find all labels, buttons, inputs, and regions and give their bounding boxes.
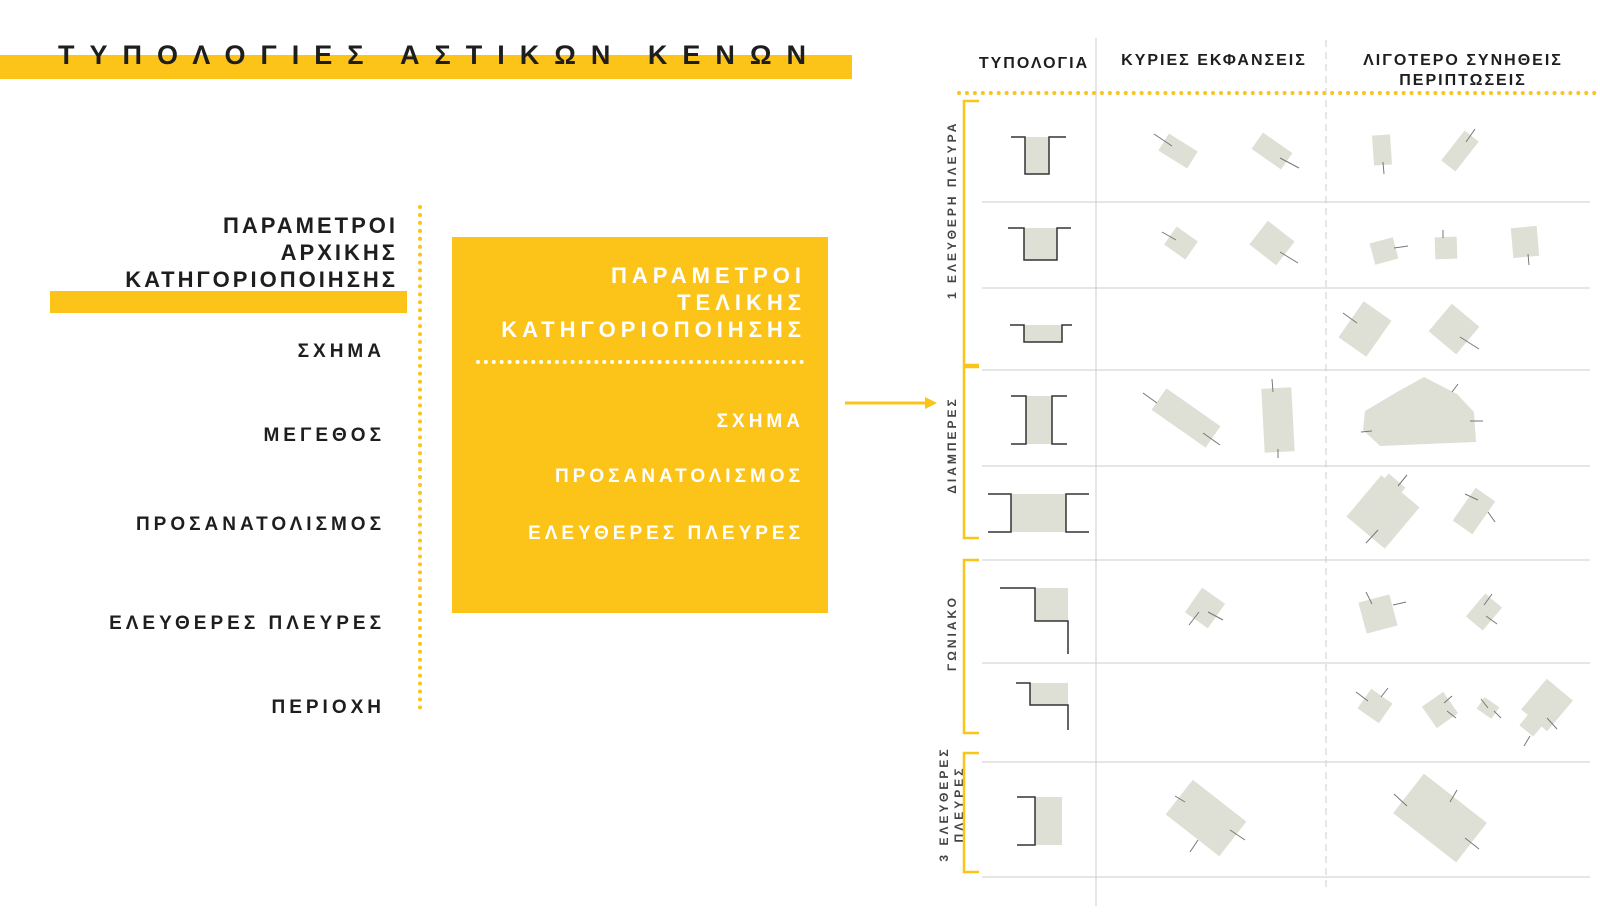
column-header-main: ΚΥΡΙΕΣ ΕΚΦΑΝΣΕΙΣ (1121, 52, 1307, 69)
typology-icon-three-sides (1017, 797, 1062, 845)
void-example (1422, 692, 1458, 728)
typology-icon-through-narrow (1011, 396, 1067, 444)
orientation-arrow (1280, 252, 1298, 263)
orientation-arrow (1381, 688, 1388, 697)
void-example (1158, 134, 1197, 169)
initial-param-free-sides: ΕΛΕΥΘΕΡΕΣ ΠΛΕΥΡΕΣ (109, 613, 385, 634)
final-heading-line-2: ΤΕΛΙΚΗΣ (677, 290, 806, 315)
void-example (1511, 226, 1540, 258)
orientation-arrow (1143, 393, 1157, 403)
group-bracket (964, 367, 979, 538)
void-example (1249, 221, 1294, 266)
void-example (1372, 134, 1392, 165)
void-example (1466, 593, 1502, 630)
void-example (1429, 304, 1480, 355)
group-bracket (964, 753, 979, 872)
void-example (1164, 227, 1198, 260)
void-example (1261, 387, 1294, 452)
void-example (1358, 594, 1397, 633)
orientation-arrow (1393, 602, 1406, 605)
orientation-arrow (1494, 711, 1501, 718)
void-examples (1152, 130, 1573, 862)
initial-heading-line-1: ΠΑΡΑΜΕΤΡΟΙ (222, 213, 398, 238)
final-heading-line-3: ΚΑΤΗΓΟΡΙΟΠΟΙΗΣΗΣ (501, 317, 806, 342)
void-example (1393, 774, 1487, 863)
group-label-through: ΔΙΑΜΠΕΡΕΣ (945, 396, 959, 494)
page-title: ΤΥΠΟΛΟΓΙΕΣ ΑΣΤΙΚΩΝ ΚΕΝΩΝ (58, 40, 821, 70)
column-header-typology: ΤΥΠΟΛΟΓΙΑ (978, 55, 1090, 72)
initial-param-size: ΜΕΓΕΘΟΣ (263, 425, 385, 446)
orientation-arrows (1143, 129, 1557, 852)
initial-heading-line-2: ΑΡΧΙΚΗΣ (280, 240, 398, 265)
void-example (1152, 388, 1221, 447)
group-label-one-free-side: 1 ΕΛΕΥΘΕΡΗ ΠΛΕΥΡΑ (945, 120, 959, 299)
void-example (1338, 301, 1391, 357)
void-example (1453, 488, 1496, 535)
final-param-free-sides: ΕΛΕΥΘΕΡΕΣ ΠΛΕΥΡΕΣ (528, 523, 804, 544)
void-example (1435, 237, 1458, 260)
typology-icon-corner-large (1000, 588, 1068, 654)
void-example (1370, 237, 1399, 264)
orientation-arrow (1524, 736, 1530, 746)
final-heading-line-1: ΠΑΡΑΜΕΤΡΟΙ (610, 263, 806, 288)
orientation-arrow (1452, 384, 1458, 392)
orientation-arrow (1398, 475, 1407, 486)
group-brackets (964, 101, 979, 872)
group-label-corner: ΓΩΝΙΑΚΟ (945, 595, 959, 671)
void-example (1252, 132, 1293, 169)
final-param-shape: ΣΧΗΜΑ (716, 411, 804, 432)
typology-icon-one-side-shallow (1010, 325, 1072, 342)
void-example (1357, 689, 1392, 724)
group-label-three-free-sides-line-1: 3 ΕΛΕΥΘΕΡΕΣ (937, 746, 951, 862)
void-example (1166, 780, 1247, 857)
initial-param-area: ΠΕΡΙΟΧΗ (271, 697, 385, 718)
void-example-irregular (1363, 377, 1476, 446)
void-example (1441, 130, 1479, 171)
table-grid (982, 38, 1590, 906)
typology-icons (988, 137, 1089, 845)
group-bracket (964, 101, 979, 365)
final-param-orientation: ΠΡΟΣΑΝΑΤΟΛΙΣΜΟΣ (554, 466, 804, 487)
typology-icon-one-side-square (1008, 228, 1071, 260)
initial-param-shape: ΣΧΗΜΑ (297, 341, 385, 362)
orientation-arrow (1488, 512, 1495, 522)
typology-icon-through-wide (988, 494, 1089, 532)
orientation-arrow (1190, 840, 1198, 852)
group-label-three-free-sides-line-2: ΠΛΕΥΡΕΣ (952, 765, 966, 843)
group-bracket (964, 560, 979, 733)
initial-heading-line-3: ΚΑΤΗΓΟΡΙΟΠΟΙΗΣΗΣ (125, 267, 398, 292)
typology-icon-corner-small (1016, 683, 1068, 730)
column-header-less-common: ΛΙΓΟΤΕΡΟ ΣΥΝΗΘΕΙΣ ΠΕΡΙΠΤΩΣΕΙΣ (1363, 52, 1563, 89)
orientation-arrow (1394, 246, 1408, 248)
typology-icon-one-side-deep (1011, 137, 1066, 174)
initial-param-orientation: ΠΡΟΣΑΝΑΤΟΛΙΣΜΟΣ (135, 514, 385, 535)
